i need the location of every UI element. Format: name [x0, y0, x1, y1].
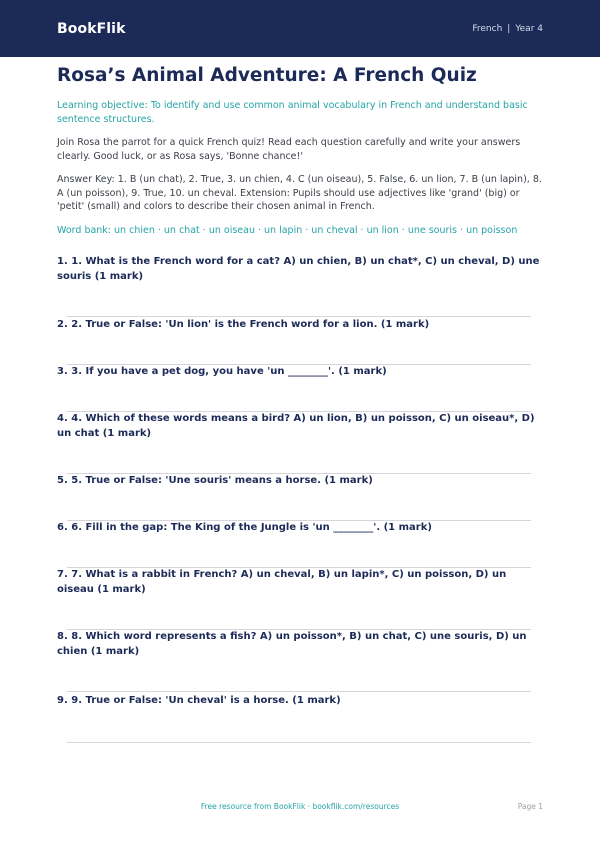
question-item — [57, 629, 543, 659]
question-text: 1. 1. What is the French word for a cat? A) un chien, B) un chat*, C) un cheval, D) une souris (1 mark) — [57, 256, 540, 282]
intro-text: Join Rosa the parrot for a quick French quiz! Read each question carefully and write your answers clearly. Good luck, or as Rosa says, 'Bonne chance!' — [57, 137, 521, 162]
question-item — [57, 411, 543, 441]
word-bank: Word bank: un chien · un chat · un oiseau · un lapin · un cheval · un lion · une souris · un poisson — [57, 224, 518, 236]
question-text: 9. 9. True or False: 'Un cheval' is a horse. (1 mark) — [57, 695, 341, 706]
page-footer — [0, 802, 600, 816]
learning-objective: Learning objective: To identify and use common animal vocabulary in French and understand basic sentence structures. — [57, 100, 528, 125]
question-text: 7. 7. What is a rabbit in French? A) un cheval, B) un lapin*, C) un poisson, D) un oiseau (1 mark) — [57, 569, 507, 595]
question-text: 2. 2. True or False: 'Un lion' is the French word for a lion. (1 mark) — [57, 319, 430, 330]
question-text: 5. 5. True or False: 'Une souris' means a horse. (1 mark) — [57, 475, 373, 486]
question-item — [57, 317, 543, 332]
year-label: Year 4 — [515, 23, 543, 34]
question-text: 8. 8. Which word represents a fish? A) un poisson*, B) un chat, C) une souris, D) un chien (1 mark) — [57, 631, 527, 657]
subject-label: French — [472, 23, 503, 34]
question-item — [57, 473, 543, 488]
question-item — [57, 693, 543, 708]
question-text: 4. 4. Which of these words means a bird? A) un lion, B) un poisson, C) un oiseau*, D) un chat (1 mark) — [57, 413, 535, 439]
subject-year-label — [472, 24, 543, 34]
worksheet-intro — [57, 64, 543, 237]
footer-credit-link[interactable]: Free resource from BookFlik · bookflik.com/resources — [200, 802, 400, 811]
question-item — [57, 254, 543, 284]
header-bar — [0, 0, 600, 57]
question-item — [57, 567, 543, 597]
page-number: Page 1 — [517, 802, 543, 811]
answer-line[interactable] — [67, 691, 531, 692]
page-title: Rosa’s Animal Adventure: A French Quiz — [57, 65, 477, 86]
question-item — [57, 364, 543, 379]
separator: | — [507, 23, 511, 34]
question-item — [57, 520, 543, 535]
answer-key: Answer Key: 1. B (un chat), 2. True, 3. un chien, 4. C (un oiseau), 5. False, 6. un lion, 7. B (un lapin), 8. A (un poisson), 9. True, 10. un cheval. Extension: Pupils should use adjectives like 'grand' (big) or 'petit' (small) and colors to describe their chosen animal in French. — [57, 174, 542, 212]
brand-logo[interactable]: BookFlik — [57, 20, 126, 37]
question-text: 3. 3. If you have a pet dog, you have 'un ________'. (1 mark) — [57, 366, 387, 377]
question-text: 6. 6. Fill in the gap: The King of the Jungle is 'un ________'. (1 mark) — [57, 522, 432, 533]
answer-line[interactable] — [67, 742, 531, 743]
